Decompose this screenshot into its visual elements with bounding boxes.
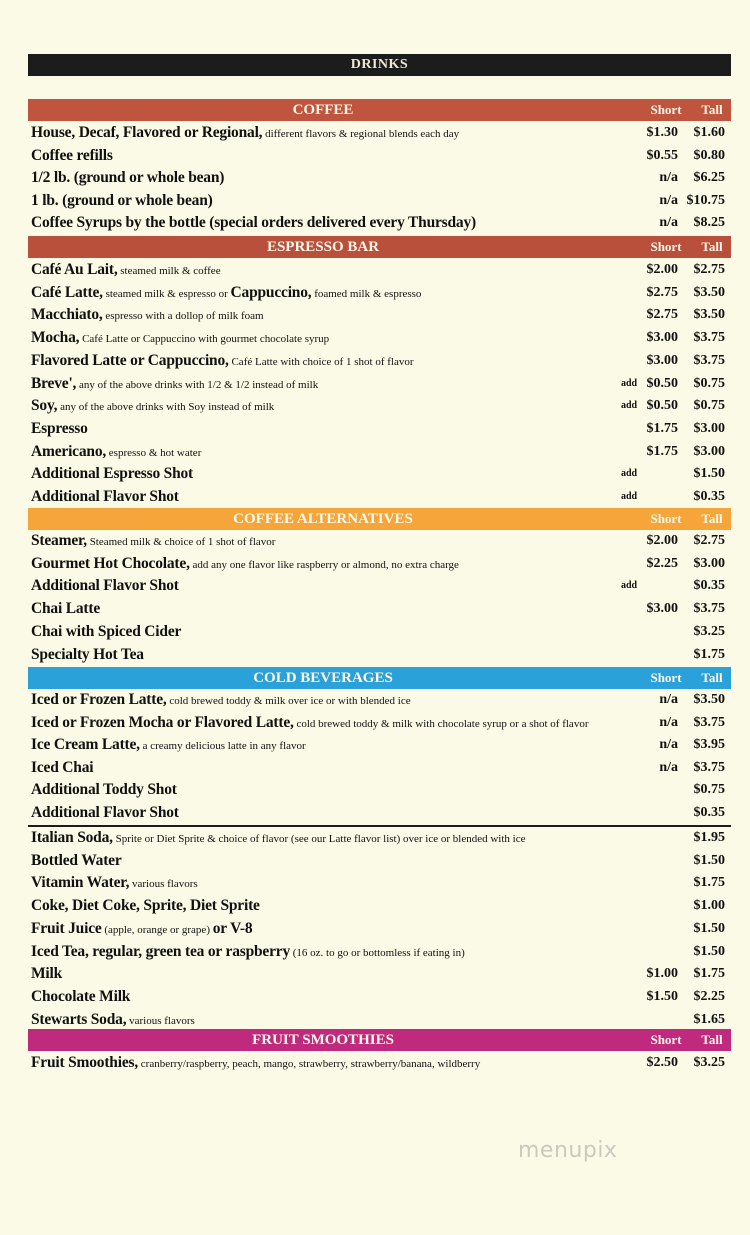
menu-item — [31, 963, 731, 985]
short-price: $0.50 — [646, 398, 678, 414]
section-header-fruit-smoothies — [28, 1029, 731, 1051]
tall-price: $0.75 — [693, 782, 725, 798]
tall-price: $2.25 — [693, 988, 725, 1004]
menu-item — [31, 918, 731, 940]
item-name: Gourmet Hot Chocolate, — [31, 554, 190, 572]
short-price: $1.75 — [646, 443, 678, 459]
item-name: Coffee refills — [31, 146, 113, 164]
add-label: add — [621, 491, 638, 502]
tall-price: $0.80 — [693, 147, 725, 163]
item-description: different flavors & regional blends each day — [262, 128, 460, 140]
item-description: cold brewed toddy & milk with chocolate syrup or a shot of flavor — [293, 717, 589, 730]
menu-item — [31, 530, 731, 552]
item-name: Iced or Frozen Latte, — [31, 691, 167, 708]
tall-price: $3.75 — [693, 601, 725, 617]
menu-item — [31, 145, 731, 167]
menu-item — [31, 327, 731, 349]
tall-price: $1.50 — [693, 943, 725, 959]
menu-item — [31, 850, 731, 872]
menu-item — [31, 802, 731, 824]
tall-price: $3.50 — [693, 307, 725, 323]
menu-item — [31, 598, 731, 620]
section-title: FRUIT SMOOTHIES — [252, 1032, 394, 1048]
menu-item — [31, 986, 731, 1008]
tall-price: $1.60 — [693, 125, 725, 140]
tall-price: $0.75 — [693, 375, 725, 391]
item-name: Americano, — [31, 442, 107, 460]
item-name: Coffee Syrups by the bottle (special orders delivered every Thursday) — [31, 214, 476, 232]
item-name: Flavored Latte or Cappuccino, — [31, 351, 229, 369]
menu-item — [31, 941, 731, 963]
tall-price: $3.00 — [693, 443, 725, 459]
tall-price: $8.25 — [693, 215, 725, 231]
short-price: n/a — [659, 215, 678, 231]
add-label: add — [621, 468, 638, 480]
item-name: Additional Flavor Shot — [31, 488, 179, 505]
tall-price: $0.35 — [693, 805, 725, 820]
item-name: Additional Toddy Shot — [31, 781, 177, 799]
tall-price: $3.75 — [693, 352, 725, 368]
tall-price: $1.75 — [693, 646, 725, 662]
short-price: n/a — [659, 170, 678, 186]
short-price: $3.00 — [646, 601, 678, 617]
section-header-espresso-bar — [28, 236, 731, 258]
tall-column-label: Tall — [701, 670, 723, 685]
tall-column-label: Tall — [701, 239, 723, 254]
item-name: Fruit Juice — [31, 919, 102, 937]
tall-price: $3.00 — [693, 555, 725, 571]
item-description: Sprite or Diet Sprite & choice of flavor (see our Latte flavor list) over ice or blended with ice — [112, 833, 526, 845]
item-name: Fruit Smoothies, — [31, 1054, 139, 1071]
item-name: Steamer, — [31, 532, 87, 549]
menu-item — [31, 122, 731, 144]
item-name: Iced or Frozen Mocha or Flavored Latte, — [31, 713, 294, 731]
item-name: Chocolate Milk — [31, 987, 131, 1005]
section-title: COFFEE — [292, 102, 354, 118]
menu-item — [31, 779, 731, 801]
tall-price: $3.75 — [693, 759, 725, 775]
short-price: $2.25 — [646, 555, 678, 571]
item-description: (16 oz. to go or bottomless if eating in) — [290, 946, 465, 959]
menu-item — [31, 575, 731, 597]
short-column-label: Short — [650, 670, 682, 685]
tall-price: $0.35 — [693, 578, 725, 594]
item-name: Macchiato, — [31, 306, 103, 324]
menu-item — [31, 827, 731, 849]
menu-item — [31, 190, 731, 212]
menu-item — [31, 350, 731, 372]
item-description: espresso & hot water — [106, 446, 202, 459]
item-description: add any one flavor like raspberry or almond, no extra charge — [189, 558, 459, 571]
menu-item — [31, 1009, 731, 1031]
menu-item — [31, 259, 731, 281]
item-description: a creamy delicious latte in any flavor — [139, 740, 306, 753]
short-price: $2.75 — [646, 307, 678, 323]
item-description: any of the above drinks with 1/2 & 1/2 instead of milk — [76, 378, 319, 391]
section-title: COFFEE ALTERNATIVES — [233, 511, 413, 527]
menu-item — [31, 621, 731, 643]
short-price: n/a — [659, 192, 678, 208]
item-name: Bottled Water — [31, 851, 122, 869]
item-name: Breve', — [31, 374, 77, 392]
menu-item — [31, 689, 731, 711]
short-column-label: Short — [650, 511, 682, 526]
menu-item — [31, 712, 731, 734]
short-price: n/a — [659, 692, 678, 707]
menu-item — [31, 463, 731, 485]
tall-price: $3.50 — [693, 692, 725, 707]
tall-price: $1.50 — [693, 852, 725, 868]
short-price: $1.30 — [646, 125, 678, 140]
section-header-cold-beverages — [28, 667, 731, 689]
short-price: $2.75 — [646, 284, 678, 300]
tall-price: $1.65 — [693, 1011, 725, 1027]
item-name: Additional Flavor Shot — [31, 577, 179, 595]
section-header-coffee-alternatives — [28, 508, 731, 530]
tall-column-label: Tall — [701, 511, 723, 526]
short-column-label: Short — [650, 102, 682, 117]
add-label: add — [621, 580, 638, 592]
item-name-secondary: or V-8 — [212, 919, 253, 937]
short-column-label: Short — [650, 239, 682, 254]
tall-price: $2.75 — [693, 262, 725, 277]
short-price: $1.50 — [646, 988, 678, 1004]
watermark: menupix — [518, 1138, 618, 1163]
tall-price: $1.50 — [693, 920, 725, 936]
item-description-secondary: foamed milk & espresso — [311, 287, 422, 300]
menu-item — [31, 373, 731, 395]
short-price: n/a — [659, 759, 678, 775]
item-description: various flavors — [126, 1014, 195, 1027]
item-name: Mocha, — [31, 329, 80, 347]
menu-item — [31, 895, 731, 917]
item-name: Espresso — [31, 419, 88, 437]
item-name-secondary: Cappuccino, — [230, 283, 312, 301]
tall-price: $10.75 — [686, 192, 725, 208]
add-label: add — [621, 377, 638, 389]
item-name: Chai Latte — [31, 600, 101, 618]
item-description: Café Latte or Cappuccino with gourmet chocolate syrup — [79, 333, 330, 346]
menu-item — [31, 212, 731, 234]
tall-column-label: Tall — [701, 1032, 723, 1047]
tall-price: $3.25 — [693, 623, 725, 639]
item-name: Coke, Diet Coke, Sprite, Diet Sprite — [31, 897, 260, 915]
item-name: Specialty Hot Tea — [31, 645, 144, 663]
menu-item — [31, 304, 731, 326]
section-title: ESPRESSO BAR — [266, 239, 380, 255]
menu-item — [31, 757, 731, 779]
menu-item — [31, 167, 731, 189]
item-description: steamed milk & espresso or — [102, 287, 231, 300]
menu-item — [31, 486, 731, 508]
item-name: Additional Espresso Shot — [31, 465, 194, 483]
short-price: n/a — [659, 737, 678, 753]
tall-price: $3.75 — [693, 330, 725, 346]
item-name: Café Latte, — [31, 283, 103, 301]
item-name: Additional Flavor Shot — [31, 804, 179, 821]
menu-item — [31, 282, 731, 304]
tall-price: $3.50 — [693, 284, 725, 300]
item-description: cranberry/raspberry, peach, mango, strawberry, strawberry/banana, wildberry — [138, 1058, 481, 1070]
item-description: Steamed milk & choice of 1 shot of flavor — [86, 536, 276, 548]
tall-price: $0.35 — [693, 489, 725, 504]
tall-price: $6.25 — [693, 170, 725, 186]
short-price: $2.00 — [646, 262, 678, 277]
item-name: Iced Tea, regular, green tea or raspberry — [31, 942, 291, 960]
tall-price: $3.25 — [693, 1055, 725, 1070]
item-name: 1/2 lb. (ground or whole bean) — [31, 169, 225, 187]
item-name: Iced Chai — [31, 758, 94, 776]
tall-price: $1.50 — [693, 466, 725, 482]
short-price: $1.75 — [646, 420, 678, 436]
tall-price: $0.75 — [693, 398, 725, 414]
short-price: $0.50 — [646, 375, 678, 391]
section-header-coffee — [28, 99, 731, 121]
tall-price: $3.95 — [693, 737, 725, 753]
item-name: Milk — [31, 965, 63, 983]
short-price: $3.00 — [646, 330, 678, 346]
item-name: 1 lb. (ground or whole bean) — [31, 191, 213, 209]
short-price: n/a — [659, 714, 678, 730]
tall-price: $1.95 — [693, 830, 725, 845]
item-name: Italian Soda, — [31, 829, 113, 846]
tall-price: $1.00 — [693, 898, 725, 914]
tall-price: $3.00 — [693, 420, 725, 436]
item-description: steamed milk & coffee — [117, 265, 221, 277]
item-description: any of the above drinks with Soy instead of milk — [57, 401, 275, 414]
drinks-title: DRINKS — [28, 54, 731, 76]
item-name: Café Au Lait, — [31, 261, 118, 278]
menu-item — [31, 418, 731, 440]
menu-item — [31, 734, 731, 756]
menu-item — [31, 1052, 731, 1074]
tall-price: $3.75 — [693, 714, 725, 730]
item-description: espresso with a dollop of milk foam — [102, 310, 264, 323]
item-description: various flavors — [129, 878, 198, 891]
short-price: $1.00 — [646, 966, 678, 982]
item-name: Chai with Spiced Cider — [31, 622, 182, 640]
item-name: House, Decaf, Flavored or Regional, — [31, 124, 263, 141]
item-description: (apple, orange or grape) — [101, 923, 213, 936]
tall-price: $2.75 — [693, 533, 725, 548]
tall-price: $1.75 — [693, 966, 725, 982]
item-description: cold brewed toddy & milk over ice or with blended ice — [166, 695, 411, 707]
short-price: $3.00 — [646, 352, 678, 368]
item-name: Stewarts Soda, — [31, 1010, 127, 1028]
add-label: add — [621, 400, 638, 412]
tall-price: $1.75 — [693, 875, 725, 891]
item-name: Soy, — [31, 397, 58, 415]
short-price: $0.55 — [646, 147, 678, 163]
section-title: COLD BEVERAGES — [253, 670, 393, 686]
menu-item — [31, 395, 731, 417]
tall-column-label: Tall — [701, 102, 723, 117]
short-price: $2.00 — [646, 533, 678, 548]
menu-item — [31, 872, 731, 894]
item-name: Ice Cream Latte, — [31, 736, 140, 754]
menu-item — [31, 553, 731, 575]
item-description: Café Latte with choice of 1 shot of flavor — [228, 355, 414, 368]
menu-item — [31, 441, 731, 463]
item-name: Vitamin Water, — [31, 874, 130, 892]
short-column-label: Short — [650, 1032, 682, 1047]
short-price: $2.50 — [646, 1055, 678, 1070]
menu-item — [31, 644, 731, 666]
